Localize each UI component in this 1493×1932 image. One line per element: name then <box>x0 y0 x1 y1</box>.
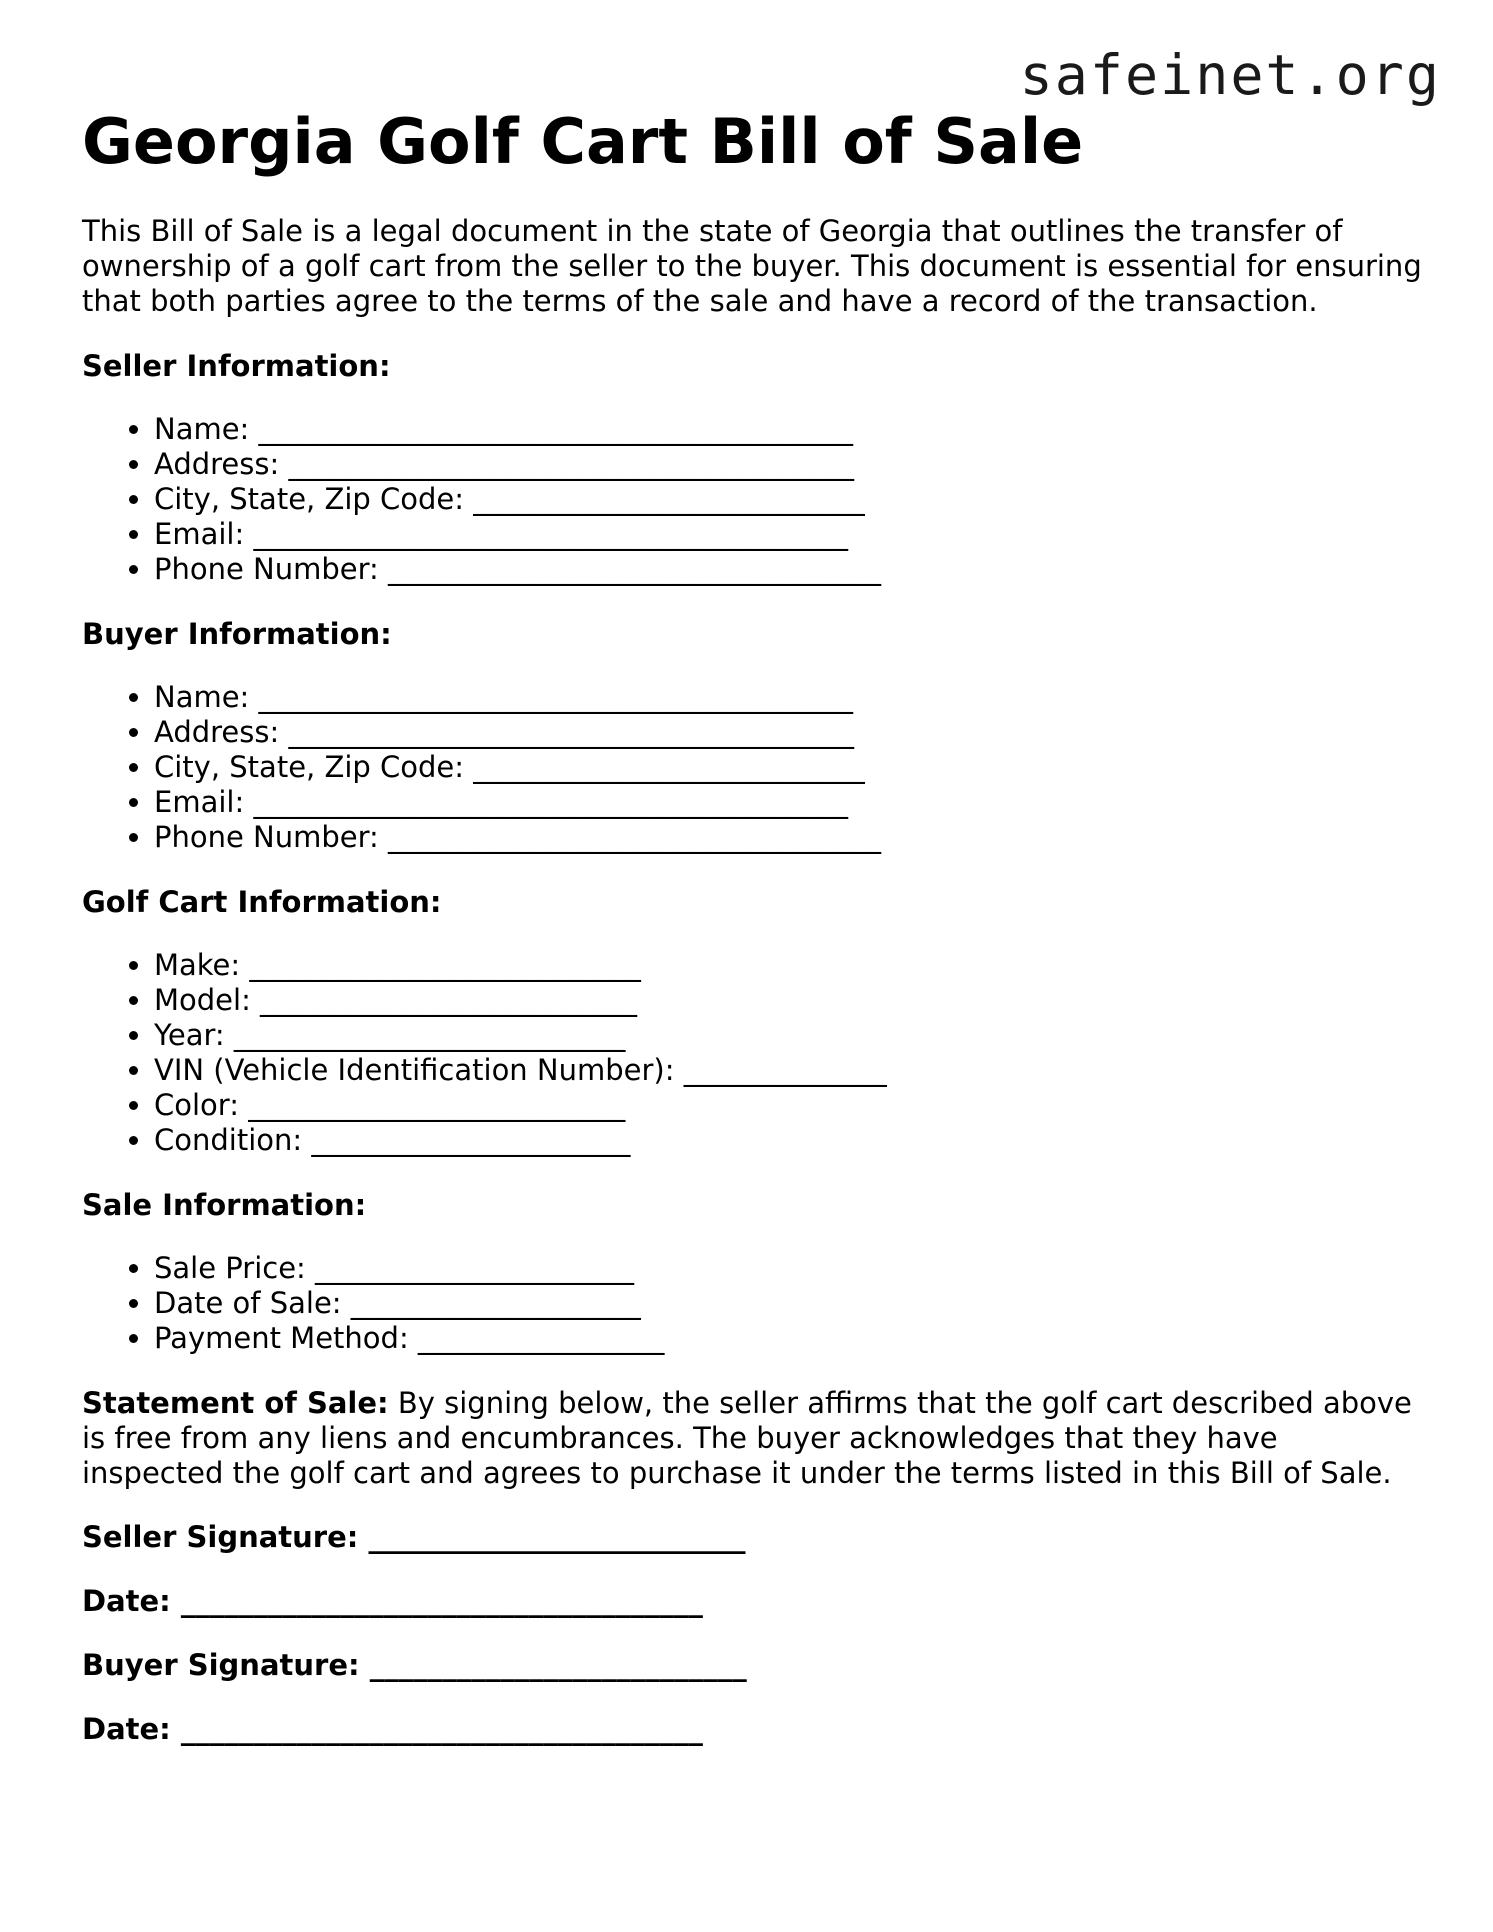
cart-make-field: • Make: ___________________________ <box>154 948 1422 983</box>
payment-method-field: • Payment Method: _________________ <box>154 1321 1422 1356</box>
document-title: Georgia Golf Cart Bill of Sale <box>82 105 1084 178</box>
seller-address-field: • Address: _______________________________________ <box>154 447 1422 482</box>
buyer-signature-line: Buyer Signature: __________________________ <box>82 1648 747 1682</box>
intro-paragraph: This Bill of Sale is a legal document in the state of Georgia that outlines the transfer of ownership of a golf cart from the seller to the buyer. This document is essential for ensuring that both parties agree to the terms of the sale and have a record of the transaction. <box>82 214 1422 318</box>
buyer-phone-field: • Phone Number: __________________________________ <box>154 820 1422 855</box>
seller-name-field: • Name: _________________________________________ <box>154 412 1422 447</box>
statement-text: By signing below, the seller affirms that the golf cart described above is free from any liens and encumbrances. The buyer acknowledges that they have inspected the golf cart and agrees to purchase it under the terms listed in this Bill of Sale. <box>82 1386 1412 1490</box>
cart-year-field: • Year: ___________________________ <box>154 1018 1422 1053</box>
buyer-name-field: • Name: _________________________________________ <box>154 680 1422 715</box>
cart-section-heading: Golf Cart Information: <box>82 885 442 919</box>
seller-section-heading: Seller Information: <box>82 349 391 383</box>
cart-vin-field: • VIN (Vehicle Identification Number): ______________ <box>154 1053 1422 1088</box>
statement-of-sale <box>82 1386 1422 1491</box>
buyer-field-list <box>82 680 1422 855</box>
seller-signature-line: Seller Signature: __________________________ <box>82 1520 746 1554</box>
seller-date-line: Date: ____________________________________ <box>82 1584 703 1618</box>
buyer-date-line: Date: ____________________________________ <box>82 1712 703 1746</box>
sale-date-field: • Date of Sale: ____________________ <box>154 1286 1422 1321</box>
watermark: safeinet.org <box>1019 43 1441 107</box>
cart-condition-field: • Condition: ______________________ <box>154 1123 1422 1158</box>
seller-field-list <box>82 412 1422 587</box>
document-page <box>82 106 1422 1747</box>
statement-label: Statement of Sale: <box>82 1386 389 1420</box>
cart-model-field: • Model: __________________________ <box>154 983 1422 1018</box>
seller-city-state-zip-field: • City, State, Zip Code: ___________________________ <box>154 482 1422 517</box>
seller-email-field: • Email: _________________________________________ <box>154 517 1422 552</box>
cart-field-list <box>82 948 1422 1158</box>
buyer-section-heading: Buyer Information: <box>82 617 392 651</box>
buyer-city-state-zip-field: • City, State, Zip Code: ___________________________ <box>154 750 1422 785</box>
cart-color-field: • Color: __________________________ <box>154 1088 1422 1123</box>
buyer-email-field: • Email: _________________________________________ <box>154 785 1422 820</box>
sale-section-heading: Sale Information: <box>82 1188 367 1222</box>
sale-field-list <box>82 1251 1422 1356</box>
seller-phone-field: • Phone Number: __________________________________ <box>154 552 1422 587</box>
sale-price-field: • Sale Price: ______________________ <box>154 1251 1422 1286</box>
buyer-address-field: • Address: _______________________________________ <box>154 715 1422 750</box>
